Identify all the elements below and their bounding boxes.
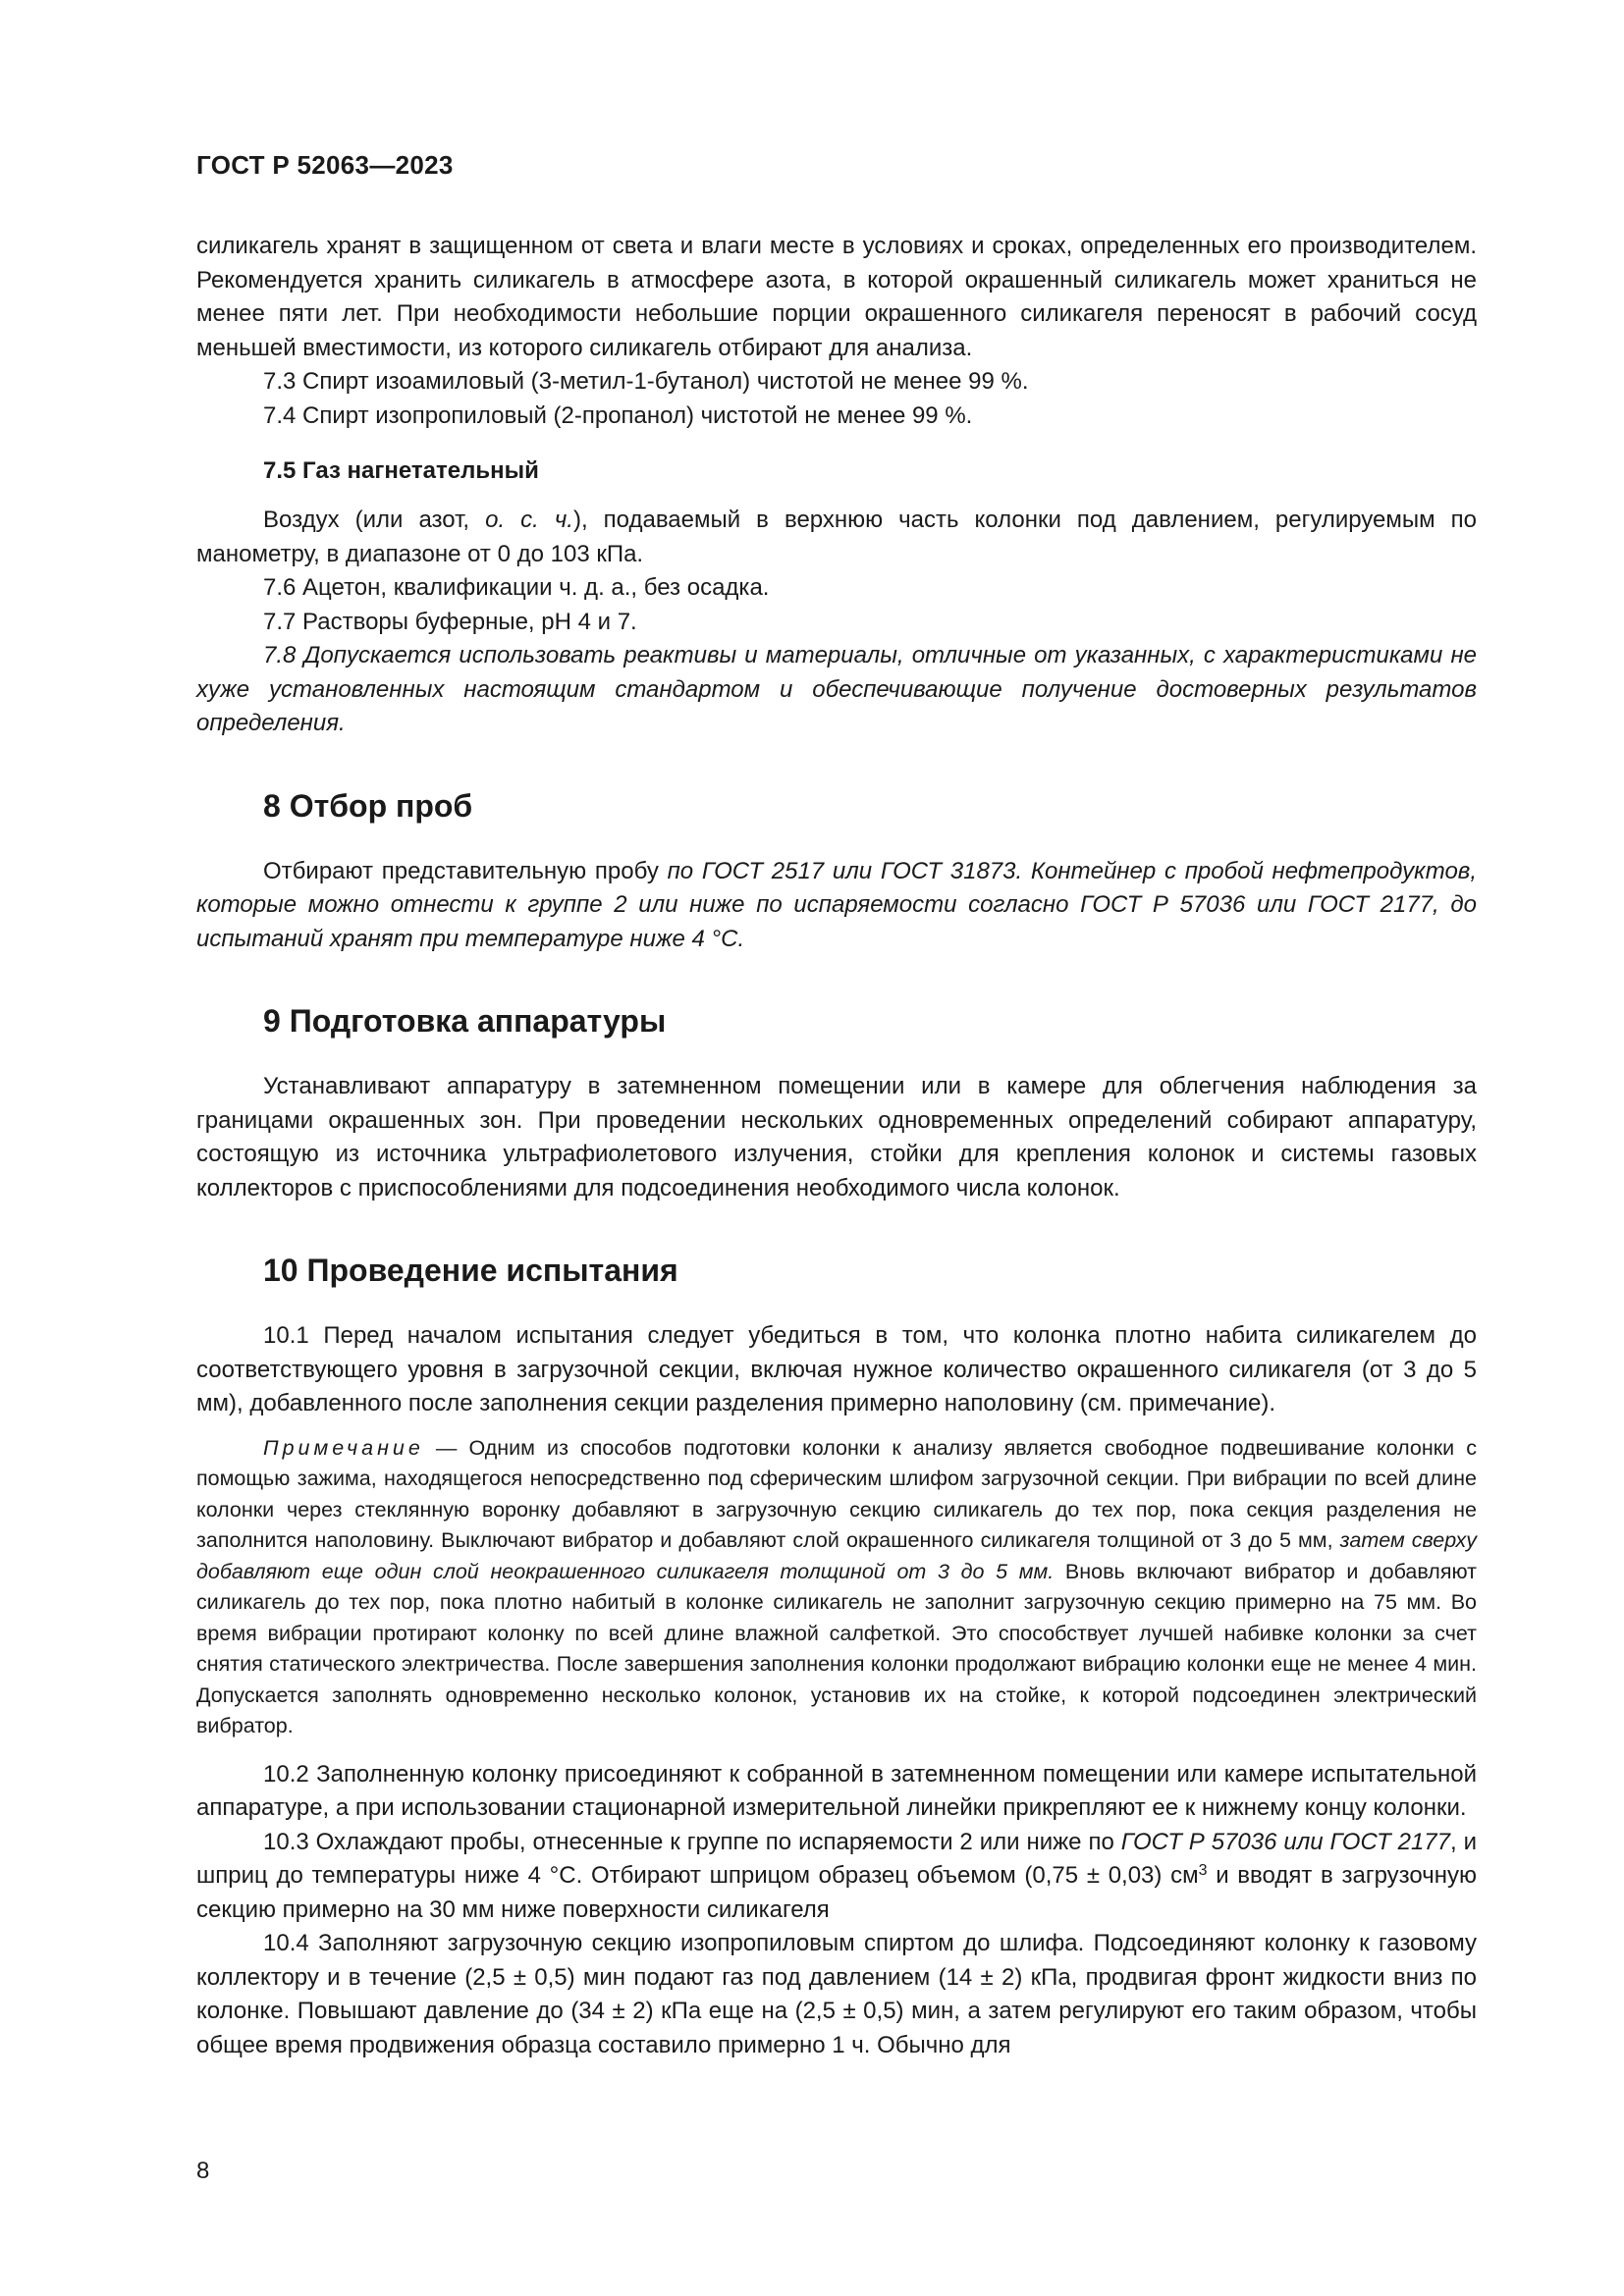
paragraph-silica-storage: силикагель хранят в защищенном от света и влаги месте в условиях и сроках, определенных его производителем. Рекомендуется хранить силикагель в атмосфере азота, в которой окрашенный силикагель может храниться не менее пяти лет. При необходимости небольшие порции окрашенного силикагеля переносят в рабочий сосуд меньшей вместимости, из которого силикагель отбирают для анализа. [196,233,1477,361]
item-7-5-text [196,504,1477,571]
text-run: Отбирают представительную пробу [263,857,668,884]
text-run: и вводят в загрузочную секцию примерно на 30 мм ниже поверхности силикагеля [196,1862,1477,1923]
item-7-6: 7.6 Ацетон, квалификации ч. д. а., без осадка. [263,574,770,601]
text-run-italic: о. с. ч. [485,507,573,533]
item-7-7: 7.7 Растворы буферные, pH 4 и 7. [263,608,637,635]
text-run-italic: затем сверху добавляют еще один слой неокрашенного силикагеля толщиной от 3 до 5 мм. [196,1528,1478,1583]
subheading-7-5: 7.5 Газ нагнетательный [263,457,539,484]
item-7-3: 7.3 Спирт изоамиловый (3-метил-1-бутанол) чистотой не менее 99 %. [263,368,1029,395]
text-run: Воздух (или азот, [263,507,486,533]
item-7-8: 7.8 Допускается использовать реактивы и материалы, отличные от указанных, с характеристиками не хуже установленных настоящим стандартом и обеспечивающие получение достоверных результатов определения. [196,642,1477,736]
item-7-4: 7.4 Спирт изопропиловый (2-пропанол) чистотой не менее 99 %. [263,401,973,429]
text-run: ), подаваемый в верхнюю часть колонки под давлением, регулируемым по манометру, в диапазоне от 0 до 103 кПа. [196,507,1478,567]
text-run: — Одним из способов подготовки колонки к анализу является свободное подвешивание колонки с помощью зажима, находящегося непосредственно под сферическим шлифом загрузочной секции. При вибрации по всей длине колонки через стеклянную воронку добавляют в загрузочную секцию силикагель до тех пор, пока секция разделения не заполнится наполовину. Выключают вибратор и добавляют слой окрашенного силикагеля толщиной от 3 до 5 мм, [196,1435,1477,1552]
item-10-3 [196,1826,1477,1928]
document-code: ГОСТ Р 52063—2023 [196,150,454,180]
item-10-2: 10.2 Заполненную колонку присоединяют к собранной в затемненном помещении или камере испытательной аппаратуре, а при использовании стационарной измерительной линейки прикрепляют ее к нижнему концу колонки. [196,1760,1477,1821]
item-10-4: 10.4 Заполняют загрузочную секцию изопропиловым спиртом до шлифа. Подсоединяют колонку к газовому коллектору и в течение (2,5 ± 0,5) мин подают газ под давлением (14 ± 2) кПа, продвигая фронт жидкости вниз по колонке. Повышают давление до (34 ± 2) кПа еще на (2,5 ± 0,5) мин, а затем регулируют его таким образом, чтобы общее время продвижения образца составило примерно 1 ч. Обычно для [196,1930,1477,2058]
text-run-italic: по ГОСТ 2517 или ГОСТ 31873. Контейнер с пробой нефтепродуктов, которые можно отнести к группе 2 или ниже по испаряемости согласно ГОСТ Р 57036 или ГОСТ 2177, до испытаний хранят при температуре ниже 4 °С. [196,857,1477,952]
text-run: , и шприц до температуры ниже 4 °С. Отбирают шприцом образец объемом (0,75 ± 0,03) см [196,1828,1478,1889]
text-run: Вновь включают вибратор и добавляют силикагель до тех пор, пока плотно набитый в колонке силикагель не заполнит загрузочную секцию примерно на 75 мм. Во время вибрации протирают колонку по всей длине влажной салфеткой. Это способствует лучшей набивке колонки за счет снятия статического электричества. После завершения заполнения колонки продолжают вибрацию колонки еще не менее 4 мин. Допускается заполнять одновременно несколько колонок, установив их на стойке, к которой подсоединен электрический вибратор. [196,1559,1477,1737]
section-heading-9: 9 Подготовка аппаратуры [263,1003,667,1039]
page-number: 8 [196,2158,210,2184]
text-run-italic: ГОСТ Р 57036 или ГОСТ 2177 [1120,1828,1450,1855]
text-run: 10.3 Охлаждают пробы, отнесенные к группе по испаряемости 2 или ниже по [263,1828,1121,1855]
note-label: Примечание [263,1435,424,1460]
superscript: 3 [1198,1862,1208,1879]
note-block [196,1433,1477,1742]
section-heading-10: 10 Проведение испытания [263,1253,678,1288]
section-8-text [196,855,1477,957]
section-9-text: Устанавливают аппаратуру в затемненном помещении или в камере для облегчения наблюдения за границами окрашенных зон. При проведении нескольких одновременных определений собирают аппаратуру, состоящую из источника ультрафиолетового излучения, стойки для крепления колонок и системы газовых коллекторов с приспособлениями для подсоединения необходимого числа колонок. [196,1073,1477,1201]
section-heading-8: 8 Отбор проб [263,787,473,824]
page-body [196,230,1477,2062]
item-10-1: 10.1 Перед началом испытания следует убедиться в том, что колонка плотно набита силикагелем до соответствующего уровня в загрузочной секции, включая нужное количество окрашенного силикагеля (от 3 до 5 мм), добавленного после заполнения секции разделения примерно наполовину (см. примечание). [196,1322,1477,1416]
